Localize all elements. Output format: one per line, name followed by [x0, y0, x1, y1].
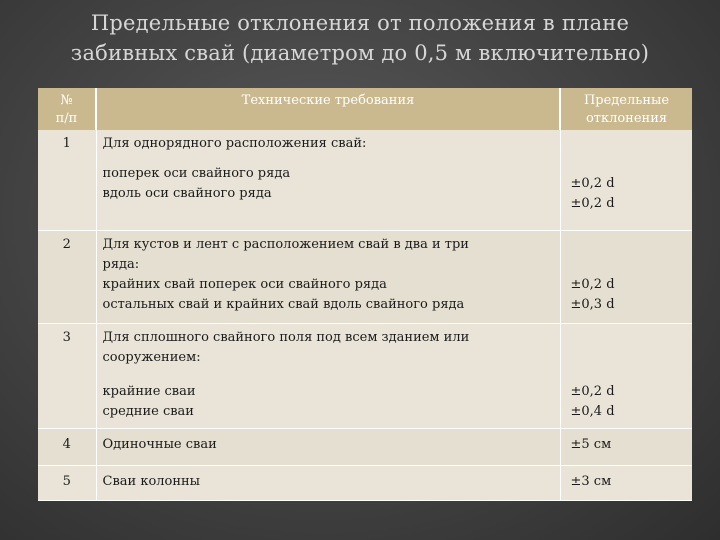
row-requirement: Одиночные сваи [96, 429, 560, 466]
header-num-line2: п/п [55, 111, 78, 126]
row-item: остальных свай и крайних свай вдоль свайного ряда [102, 297, 465, 312]
row-item: крайних свай поперек оси свайного ряда [102, 277, 387, 292]
row-requirement [96, 324, 560, 429]
row-num: 3 [38, 324, 96, 429]
row-value-line: ±0,2 d [570, 196, 615, 211]
row-value [560, 130, 692, 231]
row-item: поперек оси свайного ряда [102, 166, 291, 181]
title-line-2: забивных свай (диаметром до 0,5 м включительно) [70, 41, 650, 65]
row-value: ±3 см [560, 466, 692, 501]
header-requirements: Технические требования [96, 88, 560, 130]
row-num: 4 [38, 429, 96, 466]
row-value-line: ±0,2 d [570, 176, 615, 191]
header-num [38, 88, 96, 130]
row-item: вдоль оси свайного ряда [102, 186, 272, 201]
row-num: 2 [38, 231, 96, 324]
row-item: средние сваи [102, 404, 194, 419]
table-row [38, 231, 692, 324]
row-requirement [96, 231, 560, 324]
row-item: крайние сваи [102, 384, 196, 399]
row-heading: Для однорядного расположения свай: [102, 136, 367, 151]
table-row [38, 429, 692, 466]
row-value: ±5 см [560, 429, 692, 466]
row-value-line: ±0,2 d [570, 384, 615, 399]
row-requirement [96, 130, 560, 231]
row-value [560, 231, 692, 324]
table-header-row [38, 88, 692, 130]
row-value-line: ±0,3 d [570, 297, 615, 312]
row-num: 5 [38, 466, 96, 501]
row-heading: Для кустов и лент с расположением свай в два и три [102, 237, 469, 252]
header-num-line1: № [60, 93, 73, 108]
row-heading: Для сплошного свайного поля под всем зданием или [102, 330, 470, 345]
header-deviations-line2: отклонения [585, 111, 668, 126]
deviations-table [38, 88, 692, 501]
row-heading: сооружением: [102, 350, 201, 365]
title-line-1: Предельные отклонения от положения в плане [90, 11, 630, 35]
header-deviations [560, 88, 692, 130]
table-row [38, 466, 692, 501]
table-row [38, 324, 692, 429]
row-num: 1 [38, 130, 96, 231]
row-value-line: ±0,4 d [570, 404, 615, 419]
row-value [560, 324, 692, 429]
slide-title [40, 8, 680, 68]
table-row [38, 130, 692, 231]
row-heading: ряда: [102, 257, 140, 272]
header-deviations-line1: Предельные [583, 93, 670, 108]
row-requirement: Сваи колонны [96, 466, 560, 501]
row-value-line: ±0,2 d [570, 277, 615, 292]
